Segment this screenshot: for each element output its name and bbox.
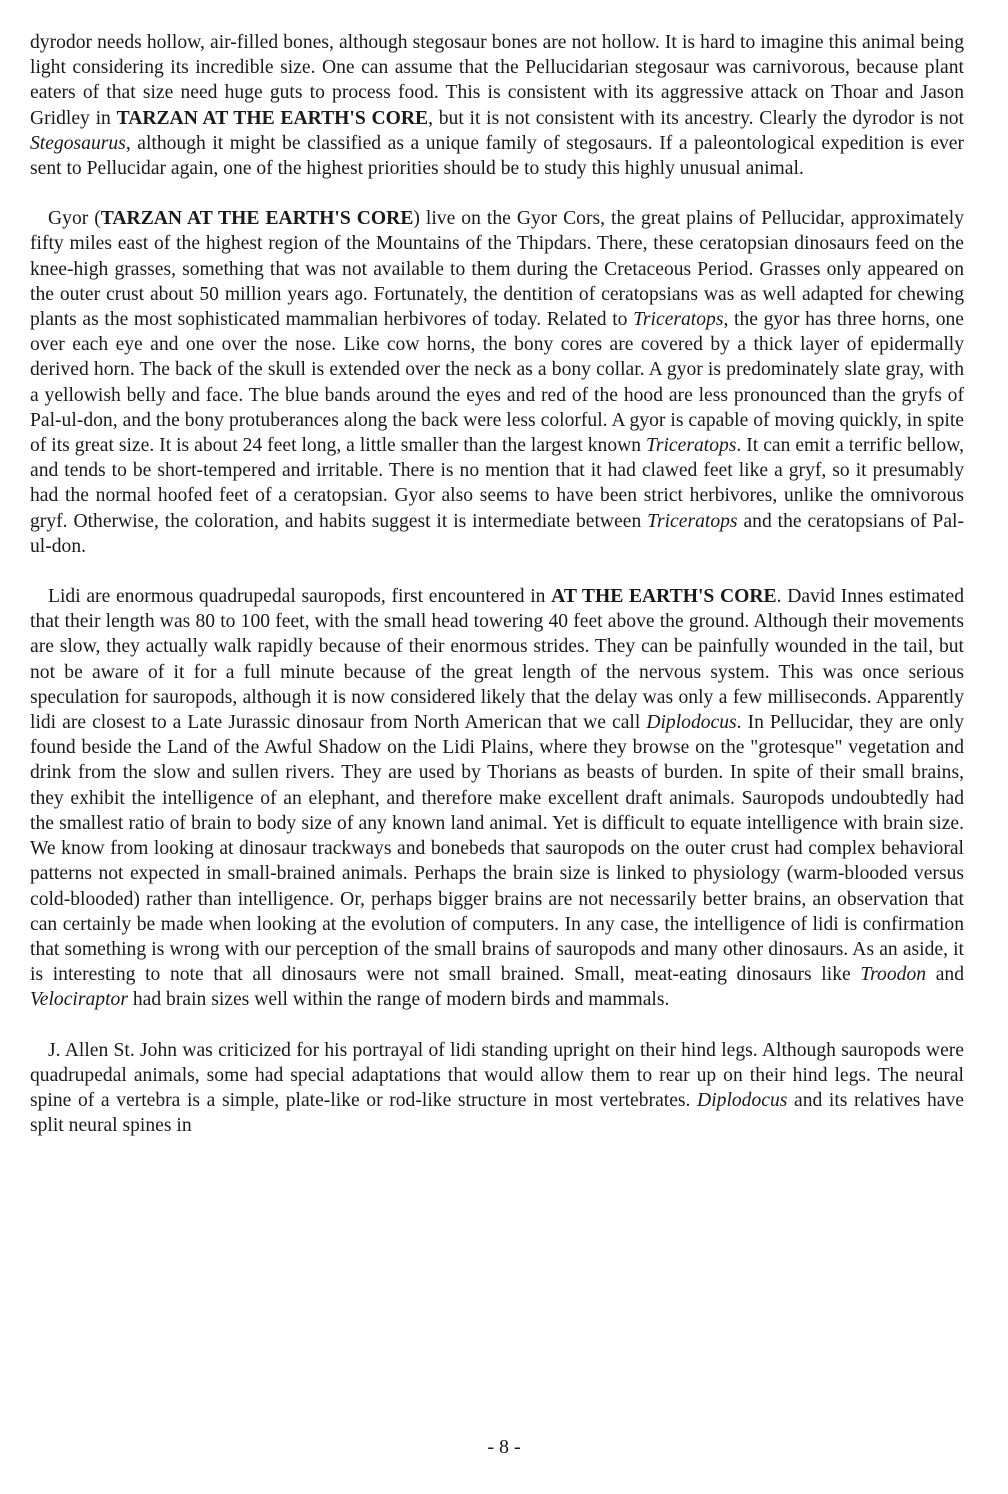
paragraph-lidi [30, 584, 964, 1012]
text-run: and the ceratopsians of Pal-ul-don. [30, 510, 964, 557]
genus-name: Stegosaurus [30, 132, 126, 154]
book-title: TARZAN AT THE EARTH'S CORE [116, 107, 429, 129]
genus-name: Triceratops [646, 435, 737, 457]
page-number: - 8 - [487, 1436, 521, 1458]
genus-name: Diplodocus [646, 712, 737, 734]
book-title: TARZAN AT THE EARTH'S CORE [100, 208, 414, 230]
text-run: . In Pellucidar, they are only found beside the Land of the Awful Shadow on the Lidi Plains, where they browse on the "grotesque" vegetation and drink from the slow and sullen rivers. They are used by Thorians as beasts of burden. In spite of their small brains, they exhibit the intelligence of an elephant, and therefore make excellent draft animals. Sauropods undoubtedly had the smallest ratio of brain to body size of any known land animal. Yet is difficult to equate intelligence with brain size. We know from looking at dinosaur trackways and bonebeds that sauropods on the outer crust had complex behavioral patterns not expected in small-brained animals. Perhaps the brain size is linked to physiology (warm-blooded versus cold-blooded) rather than intelligence. Or, perhaps bigger brains are not necessarily better brains, an observation that can certainly be made when looking at the evolution of computers. In any case, the intelligence of lidi is confirmation that something is wrong with our perception of the small brains of sauropods and many other dinosaurs. As an aside, it is interesting to note that all dinosaurs were not small brained. Small, meat-eating dinosaurs like [30, 712, 965, 986]
text-run: dyrodor needs hollow, air-filled bones, although stegosaur bones are not hollow. It is hard to imagine this animal being light considering its incredible size. One can assume that the Pellucidarian stegosaur was carnivorous, because plant eaters of that size need huge guts to process food. This is consistent with its aggressive attack on Thoar and Jason Gridley in [30, 32, 964, 129]
paragraph-dyrodor [30, 30, 964, 181]
text-run: Gyor ( [48, 208, 101, 230]
text-run: . It can emit a terrific bellow, and tends to be short-tempered and irritable. There is no mention that it had clawed feet like a gryf, so it presumably had the normal hoofed feet of a ceratopsian. Gyor also seems to have been strict herbivores, unlike the omnivorous gryf. Otherwise, the coloration, and habits suggest it is intermediate between [30, 435, 964, 532]
text-run: Lidi are enormous quadrupedal sauropods, first encountered in [48, 586, 552, 608]
text-run: . David Innes estimated that their length was 80 to 100 feet, with the small head towering 40 feet above the ground. Although their movements are slow, they actually walk rapidly because of their enormous strides. They can be painfully wounded in the tail, but not be aware of it for a full minute because of the great length of the nervous system. This was once serious speculation for sauropods, although it is now considered likely that the delay was only a few milliseconds. Apparently lidi are closest to a Late Jurassic dinosaur from North American that we call [30, 586, 964, 734]
genus-name: Triceratops [647, 510, 738, 532]
paragraph-st-john [30, 1038, 964, 1139]
genus-name: Triceratops [633, 309, 724, 331]
genus-name: Velociraptor [30, 989, 128, 1011]
text-run: , although it might be classified as a unique family of stegosaurs. If a paleontological expedition is ever sent to Pellucidar again, one of the highest priorities should be to study this highly unusual animal. [30, 132, 964, 180]
text-run: and [926, 964, 964, 986]
document-body [30, 30, 964, 1163]
text-run: , but it is not consistent with its ancestry. Clearly the dyrodor is not [428, 107, 964, 129]
book-title: AT THE EARTH'S CORE [551, 586, 777, 608]
paragraph-gyor [30, 206, 964, 559]
text-run: and its relatives have split neural spines in [30, 1089, 964, 1137]
text-run: ) live on the Gyor Cors, the great plains of Pellucidar, approximately fifty miles east of the highest region of the Mountains of the Thipdars. There, these ceratopsian dinosaurs feed on the knee-high grasses, something that was not available to them during the Cretaceous Period. Grasses only appeared on the outer crust about 50 million years ago. Fortunately, the dentition of ceratopsians was as well adapted for chewing plants as the most sophisticated mammalian herbivores of today. Related to [30, 208, 964, 331]
text-run: , the gyor has three horns, one over each eye and one over the nose. Like cow horns, the bony cores are covered by a thick layer of epidermally derived horn. The back of the skull is extended over the neck as a bony collar. A gyor is predominately slate gray, with a yellowish belly and face. The blue bands around the eyes and red of the hood are less pronounced than the gryfs of Pal-ul-don, and the bony protuberances along the back were less colorful. A gyor is capable of moving quickly, in spite of its great size. It is about 24 feet long, a little smaller than the largest known [30, 309, 964, 457]
genus-name: Troodon [860, 964, 927, 986]
genus-name: Diplodocus [697, 1089, 788, 1111]
text-run: J. Allen St. John was criticized for his portrayal of lidi standing upright on their hind legs. Although sauropods were quadrupedal animals, some had special adaptations that would allow them to rear up on their hind legs. The neural spine of a vertebra is a simple, plate-like or rod-like structure in most vertebrates. [30, 1039, 964, 1111]
text-run: had brain sizes well within the range of modern birds and mammals. [127, 989, 670, 1011]
